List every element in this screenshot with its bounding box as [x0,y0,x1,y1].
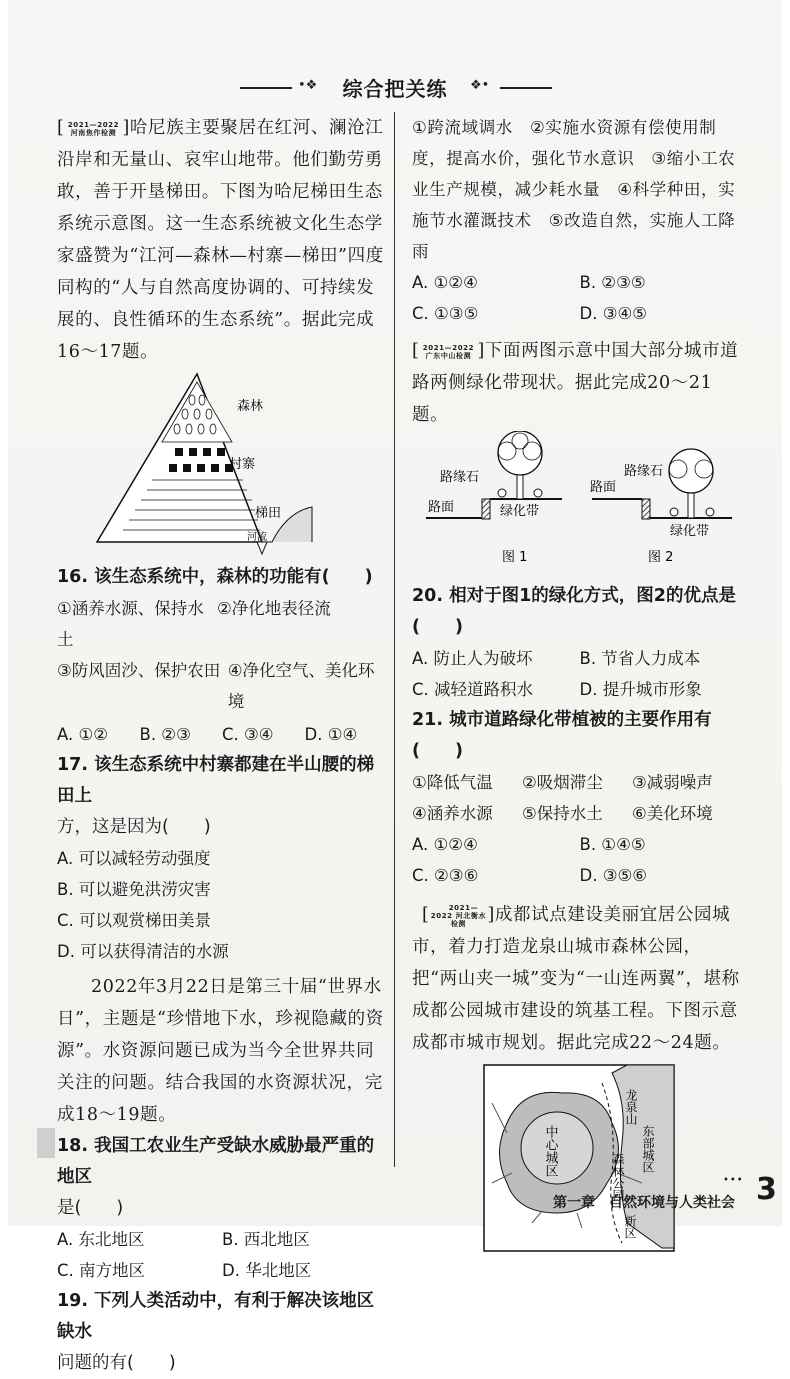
page-number: 3 [756,1172,777,1207]
left-margin [0,0,8,1226]
question-19: 19. 下列人类活动中，有利于解决该地区缺水 [57,1291,375,1342]
q19-options-cd [412,298,747,329]
q20-options-cd [412,674,747,705]
label-road-1: 路面 [428,500,455,515]
passage-water-day: 2022年3月22日是第三十届“世界水日”，主题是“珍惜地下水，珍视隐藏的资源”。水资源问题已成为当今全世界共同关注的问题。结合我国的水资源状况，完成18～19题。 [57,977,384,1125]
q21-items-2 [412,798,747,829]
label-road-2: 路面 [590,480,617,495]
section-header [220,70,570,104]
q21-item: ③减弱噪声 [632,773,713,792]
q16-item-3-4 [57,655,387,717]
q18-option-d[interactable]: D. 华北地区 [222,1261,312,1280]
passage-greenbelt: [ 2021—2022 广东中山检测 ]下面两图示意中国大部分城市道路两侧绿化带现状。据此完成20～21题。 [412,341,739,425]
q21-item: ①降低气温 [412,773,493,792]
passage-hani-text: 哈尼族主要聚居在红河、澜沧江沿岸和无量山、哀牢山地带。他们勤劳勇敢，善于开垦梯田。下图为哈尼梯田生态系统示意图。这一生态系统被文化生态学家盛赞为“江河—森林—村寨—梯田”四度同构的“人与自然高度协调的、可持续发展的、良性循环的生态系统”。据此完成16～17题。 [57,118,384,362]
label-green-2: 绿化带 [670,524,710,539]
passage-chengdu-text: 成都试点建设美丽宜居公园城市，着力打造龙泉山城市森林公园，把“两山夹一城”变为“一山连两翼”，堪称成都公园城市建设的筑基工程。下图示意成都市城市规划。据此完成22～24题。 [412,905,740,1053]
q16-option-b[interactable]: B. ②③ [139,725,191,744]
q19-option-a[interactable]: A. ①②④ [412,273,478,292]
left-column [57,112,387,1379]
hani-ecosystem-figure [57,372,387,562]
source-tag: 2021—2022 广东中山检测 [422,343,475,360]
q20-option-b[interactable]: B. 节省人力成本 [579,649,701,668]
q16-option-c[interactable]: C. ③④ [222,725,274,744]
q19-options-ab [412,267,747,298]
q16-option-a[interactable]: A. ①② [57,725,109,744]
question-16: 16. 该生态系统中，森林的功能有( ) [57,567,373,587]
label-fig-2: 图 2 [648,550,674,565]
q20-option-c[interactable]: C. 减轻道路积水 [412,680,534,699]
chapter-footer: 第一章 自然环境与人类社会 [553,1195,735,1211]
q21-option-c[interactable]: C. ②③⑥ [412,866,479,885]
q21-options-ab [412,829,747,860]
right-margin [782,0,790,1226]
label-longquan: 龙泉山 [624,1089,638,1125]
q19-option-d[interactable]: D. ③④⑤ [579,304,648,323]
hani-ecosystem-diagram [57,372,387,562]
q21-options-cd [412,860,747,891]
header-rule-right [500,87,552,89]
chengdu-map [412,1063,747,1253]
tree-fig2 [669,449,714,518]
label-center-city: 中心城区 [542,1125,558,1177]
q16-item: ①涵养水源、保持水土 [57,599,204,649]
side-marker [37,1128,55,1158]
label-green-1: 绿化带 [500,504,540,519]
q21-option-a[interactable]: A. ①②④ [412,835,478,854]
q21-item: ⑥美化环境 [632,804,713,823]
passage-chengdu: [ 2021—2022 河北衡水检测 ]成都试点建设美丽宜居公园城市，着力打造龙泉山城市森林公园，把“两山夹一城”变为“一山连两翼”，堪称成都公园城市建设的筑基工程。下图示意成都市城市规划。据此完成22～24题。 [412,903,740,1053]
question-18: 18. 我国工农业生产受缺水威胁最严重的地区 [57,1136,375,1187]
passage-hani: [ 2021—2022 河南焦作检测 ]哈尼族主要聚居在红河、澜沧江沿岸和无量山、哀牢山地带。他们勤劳勇敢，善于开垦梯田。下图为哈尼梯田生态系统示意图。这一生态系统被文化生态学家盛赞为“江河—森林—村寨—梯田”四度同构的“人与自然高度协调的、可持续发展的、良性循环的生态系统”。据此完成16～17题。 [57,118,384,362]
q16-option-d[interactable]: D. ①④ [304,725,358,744]
question-18-cont: 是( ) [57,1198,124,1218]
q21-item: ②吸烟滞尘 [522,773,603,792]
q18-option-b[interactable]: B. 西北地区 [222,1230,310,1249]
q18-option-a[interactable]: A. 东北地区 [57,1230,145,1249]
q17-option-a[interactable]: A. 可以减轻劳动强度 [57,849,211,868]
q18-options-ab [57,1224,387,1255]
q19-items: ①跨流域调水 ②实施水资源有偿使用制度，提高水价，强化节水意识 ③缩小工农业生产规模，减少耗水量 ④科学种田，实施节水灌溉技术 ⑤改造自然，实施人工降雨 [412,118,736,261]
header-deco-right: ❖• [470,78,490,93]
passage-greenbelt-text: 下面两图示意中国大部分城市道路两侧绿化带现状。据此完成20～21题。 [412,341,739,425]
source-tag: 2021—2022 河北衡水检测 [430,903,487,928]
q16-item: ②净化地表径流 [217,599,331,618]
label-river: 河流 [247,532,267,543]
question-17: 17. 该生态系统中村寨都建在半山腰的梯田上 [57,755,375,806]
label-fig-1: 图 1 [502,550,528,565]
greenbelt-diagram [412,431,747,581]
label-terrace: 梯田 [255,506,282,521]
header-rule-left [240,87,292,89]
q21-option-b[interactable]: B. ①④⑤ [579,835,646,854]
q20-options-ab [412,643,747,674]
column-divider [394,112,395,1167]
q16-item: ④净化空气、美化环境 [227,661,375,711]
q21-item: ④涵养水源 [412,804,493,823]
q17-option-c[interactable]: C. 可以观赏梯田美景 [57,911,212,930]
label-curb-1: 路缘石 [440,470,480,485]
section-title: 综合把关练 [342,77,448,101]
q19-option-c[interactable]: C. ①③⑤ [412,304,479,323]
q20-option-d[interactable]: D. 提升城市形象 [579,680,702,699]
label-village: 村寨 [229,457,256,472]
header-deco-left: •❖ [298,78,318,93]
question-17-cont: 方，这是因为( ) [57,817,211,837]
q18-option-c[interactable]: C. 南方地区 [57,1261,146,1280]
label-curb-2: 路缘石 [624,464,664,479]
question-19-cont: 问题的有( ) [57,1353,176,1373]
q16-options [57,719,387,750]
footer-dots: ••• [723,1175,744,1186]
tree-fig1 [498,431,542,499]
right-column [412,112,747,1253]
question-21: 21. 城市道路绿化带植被的主要作用有( ) [412,710,712,761]
q21-option-d[interactable]: D. ③⑤⑥ [579,866,648,885]
q19-option-b[interactable]: B. ②③⑤ [579,273,646,292]
label-forest-park: 森林公园 [611,1153,625,1201]
source-tag: 2021—2022 河南焦作检测 [67,120,120,137]
q21-items-1 [412,767,747,798]
label-east-city: 东部城区 [641,1125,655,1173]
label-forest: 森林 [237,399,264,414]
q17-option-b[interactable]: B. 可以避免洪涝灾害 [57,880,211,899]
q21-item: ⑤保持水土 [522,804,603,823]
question-20: 20. 相对于图1的绿化方式，图2的优点是( ) [412,586,736,637]
label-new-district: 新区 [623,1215,637,1239]
q18-options-cd [57,1255,387,1286]
q17-option-d[interactable]: D. 可以获得清洁的水源 [57,942,229,961]
chengdu-map-figure [412,1063,747,1253]
q16-item-1-2 [57,593,387,655]
q20-option-a[interactable]: A. 防止人为破坏 [412,649,533,668]
greenbelt-figure [412,431,747,581]
q16-item: ③防风固沙、保护农田 [57,661,221,680]
